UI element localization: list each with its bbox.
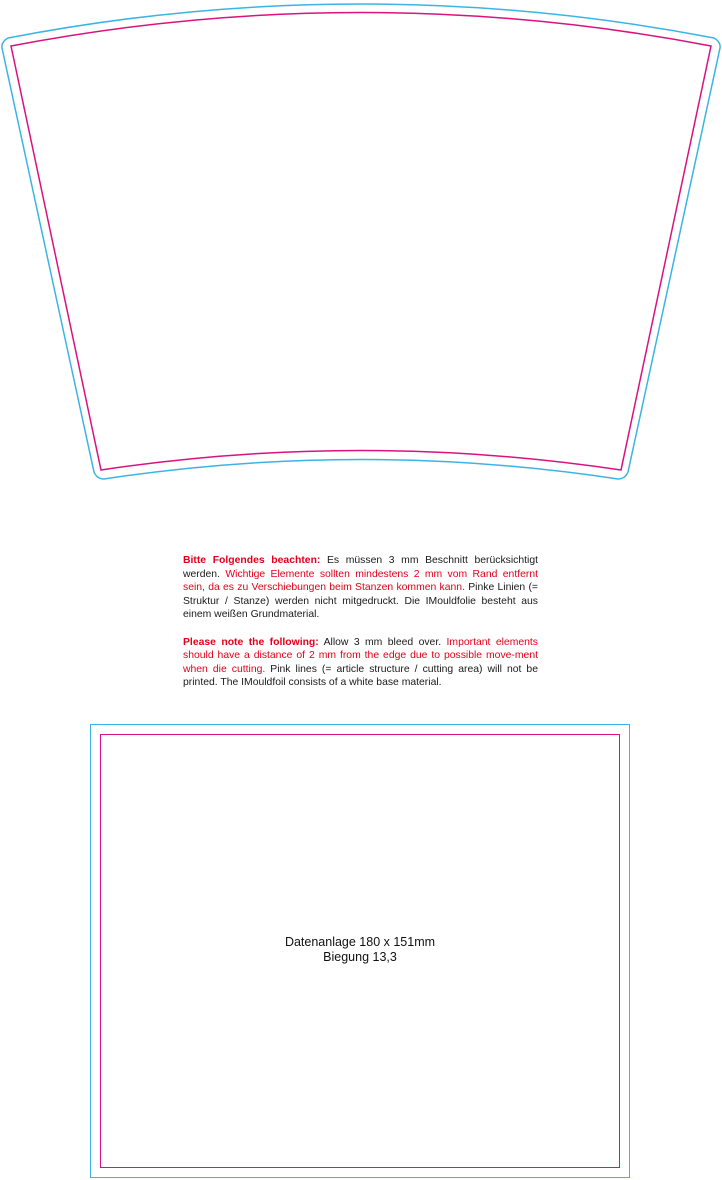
notice-german-text-2: Pinke Linien (= Struktur / Stanze) werden nicht mitgedruckt. Die IMouldfolie besteht aus einem weißen Grundmaterial. bbox=[183, 582, 538, 621]
rect-bleed-outline bbox=[90, 724, 630, 1178]
arc-bleed-outline bbox=[2, 4, 720, 479]
notice-english-warning: Important elements should have a distance of 2 mm from the edge due to possible move-ment when die cutting. bbox=[183, 636, 538, 675]
arc-cut-line bbox=[11, 13, 711, 471]
notice-english-text-2: Pink lines (= article structure / cutting area) will not be printed. The IMouldfoil consists of a white base material. bbox=[183, 663, 538, 689]
notice-english bbox=[183, 636, 538, 690]
notice-english-text-1: Allow 3 mm bleed over. bbox=[318, 636, 447, 648]
notice-english-lead: Please note the following: bbox=[183, 636, 319, 648]
template-bend-label: Biegung 13,3 bbox=[323, 950, 397, 964]
notice-german-lead: Bitte Folgendes beachten: bbox=[183, 555, 321, 566]
notice-german bbox=[183, 554, 538, 622]
rect-template-label bbox=[91, 935, 629, 965]
template-size-label: Datenanlage 180 x 151mm bbox=[284, 935, 436, 949]
arc-template bbox=[0, 0, 722, 500]
print-notice bbox=[183, 554, 538, 704]
notice-german-text-1: Es müssen 3 mm Beschnitt berücksichtigt werden. bbox=[183, 555, 538, 580]
notice-german-warning: Wichtige Elemente sollten mindestens 2 mm vom Rand entfernt sein, da es zu Verschiebungen beim Stanzen kommen kann. bbox=[183, 568, 538, 594]
